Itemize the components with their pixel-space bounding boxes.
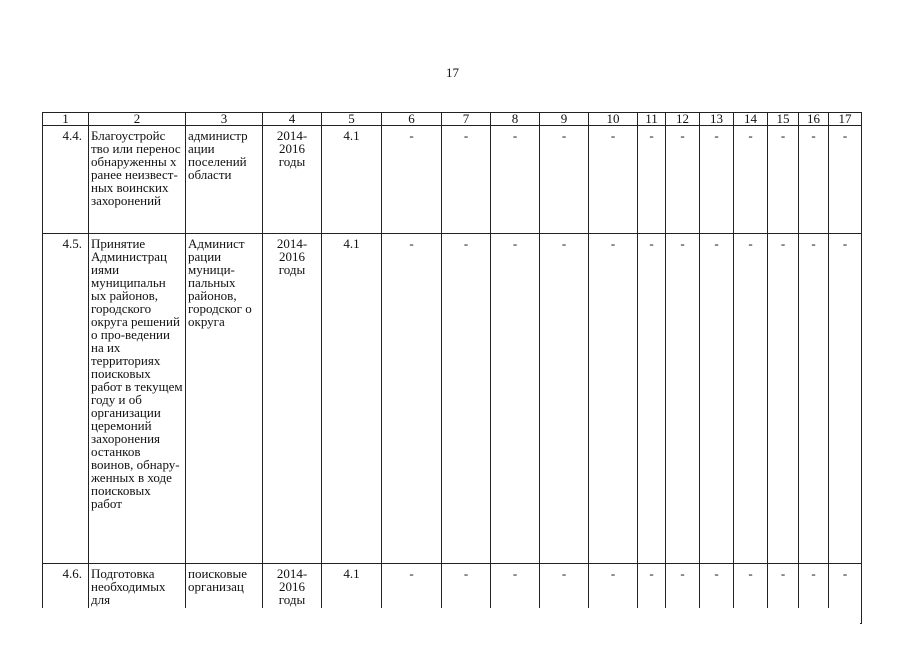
value-cell: - [768, 564, 799, 624]
value-cell: - [589, 564, 638, 624]
code: 4.1 [322, 126, 382, 234]
value-cell: - [491, 234, 540, 564]
measure-name: Принятие Администрац иями муниципальн ых районов, городского округа решений о про-ведении на их территориях поисковых работ в текущем году и об организации церемоний захоронения останков воинов, обнару-женных в ходе поисковых работ [89, 234, 186, 564]
value-cell: - [700, 126, 734, 234]
value-cell: - [491, 564, 540, 624]
value-cell: - [700, 564, 734, 624]
years: 2014- 2016 годы [263, 564, 322, 624]
value-cell: - [734, 126, 768, 234]
value-cell: - [382, 126, 442, 234]
table-row [43, 126, 862, 234]
table-body [43, 126, 862, 624]
row-number: 4.5. [43, 234, 89, 564]
value-cell: - [638, 564, 666, 624]
measure-name: Подготовка необходимых для [89, 564, 186, 624]
code: 4.1 [322, 234, 382, 564]
value-cell: - [589, 126, 638, 234]
column-header: 11 [638, 113, 666, 126]
value-cell: - [700, 234, 734, 564]
value-cell: - [829, 126, 862, 234]
code: 4.1 [322, 564, 382, 624]
column-header: 5 [322, 113, 382, 126]
value-cell: - [666, 234, 700, 564]
value-cell: - [768, 234, 799, 564]
column-header: 12 [666, 113, 700, 126]
column-header: 13 [700, 113, 734, 126]
value-cell: - [734, 564, 768, 624]
value-cell: - [799, 234, 829, 564]
value-cell: - [768, 126, 799, 234]
table-row [43, 234, 862, 564]
value-cell: - [589, 234, 638, 564]
column-header: 16 [799, 113, 829, 126]
value-cell: - [799, 564, 829, 624]
value-cell: - [829, 564, 862, 624]
column-header: 4 [263, 113, 322, 126]
value-cell: - [638, 234, 666, 564]
executor: Админист рации муници-пальных районов, городског о округа [186, 234, 263, 564]
column-header: 8 [491, 113, 540, 126]
column-header: 6 [382, 113, 442, 126]
value-cell: - [666, 126, 700, 234]
measure-name: Благоустройс тво или перенос обнаруженны х ранее неизвест-ных воинских захоронений [89, 126, 186, 234]
value-cell: - [491, 126, 540, 234]
value-cell: - [666, 564, 700, 624]
column-header: 15 [768, 113, 799, 126]
value-cell: - [540, 234, 589, 564]
column-header: 2 [89, 113, 186, 126]
value-cell: - [442, 564, 491, 624]
value-cell: - [540, 126, 589, 234]
years: 2014- 2016 годы [263, 234, 322, 564]
executor: поисковые организац [186, 564, 263, 624]
value-cell: - [799, 126, 829, 234]
page-number: 17 [446, 65, 459, 80]
column-header: 14 [734, 113, 768, 126]
column-header: 3 [186, 113, 263, 126]
column-header: 7 [442, 113, 491, 126]
row-number: 4.6. [43, 564, 89, 624]
years: 2014- 2016 годы [263, 126, 322, 234]
page-bottom-edge [40, 608, 860, 648]
value-cell: - [734, 234, 768, 564]
value-cell: - [540, 564, 589, 624]
value-cell: - [382, 564, 442, 624]
value-cell: - [382, 234, 442, 564]
value-cell: - [829, 234, 862, 564]
column-header: 10 [589, 113, 638, 126]
column-header: 1 [43, 113, 89, 126]
header-row [43, 113, 862, 126]
value-cell: - [442, 126, 491, 234]
value-cell: - [442, 234, 491, 564]
executor: администр ации поселений области [186, 126, 263, 234]
column-header: 9 [540, 113, 589, 126]
value-cell: - [638, 126, 666, 234]
column-header: 17 [829, 113, 862, 126]
row-number: 4.4. [43, 126, 89, 234]
program-table [42, 112, 862, 624]
